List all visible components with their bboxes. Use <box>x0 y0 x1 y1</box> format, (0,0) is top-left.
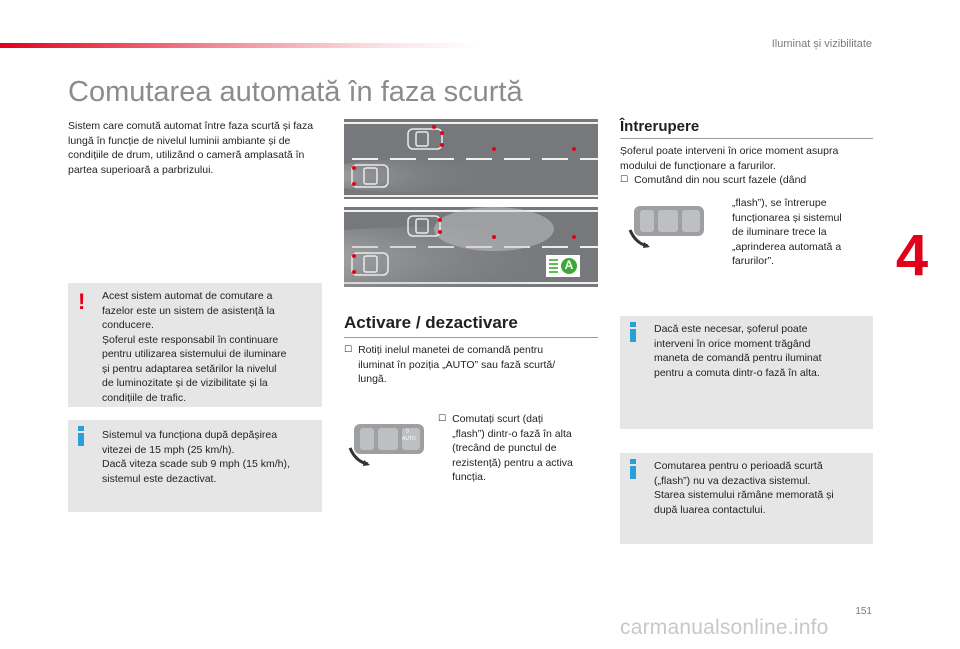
header-accent-bar <box>0 43 480 48</box>
info-line: Dacă viteza scade sub 9 mph (15 km/h), <box>102 458 290 470</box>
info-box-manual <box>620 316 873 429</box>
info-line: vitezei de 15 mph (25 km/h). <box>102 443 235 456</box>
road-illustration <box>344 119 598 287</box>
step-line: Comutând din nou scurt fazele (dând <box>634 174 807 186</box>
warning-line: conducere. <box>102 319 154 331</box>
activation-divider <box>344 337 598 338</box>
warning-line: pentru utilizarea sistemului de iluminare <box>102 348 287 360</box>
info-line: Sistemul va funcționa după depășirea <box>102 429 278 441</box>
step-line: funcționarea și sistemul <box>732 211 842 224</box>
activation-step-1 <box>344 343 602 387</box>
step-line: (trecând de punctul de <box>452 442 557 454</box>
info-line: Starea sistemului rămâne memorată și <box>654 489 834 501</box>
info-icon <box>630 322 636 342</box>
info-box-speed <box>68 420 322 512</box>
step-line: Comutați scurt (dați <box>452 413 544 425</box>
exclamation-icon: ! <box>78 289 86 314</box>
info-manual-text <box>654 322 869 380</box>
interruption-divider <box>620 138 873 139</box>
text-line: modului de funcționare a farurilor. <box>620 159 776 172</box>
checkbox-bullet-icon: ☐ <box>344 345 353 355</box>
chapter-number: 4 <box>895 223 929 288</box>
warning-line: condițiile de trafic. <box>102 391 187 404</box>
step-line: „flash”), se întrerupe <box>732 197 827 209</box>
warning-line: și pentru adaptarea setărilor la nivelul <box>102 362 277 375</box>
step-line: rezistență) pentru a activa <box>452 456 573 469</box>
info-flash-text <box>654 459 869 517</box>
warning-text <box>102 289 317 405</box>
stalk-auto-label: AUTO <box>402 436 416 442</box>
section-header: Iluminat și vizibilitate <box>771 38 872 50</box>
interruption-text <box>620 144 882 188</box>
watermark: carmanualsonline.info <box>620 616 829 639</box>
auto-headlamp-badge <box>546 255 580 277</box>
info-line: maneta de comandă pentru iluminat <box>654 352 822 364</box>
step-line: iluminat în poziția „AUTO” sau fază scurtă/ <box>358 358 556 371</box>
text-line: Șoferul poate interveni în orice moment asupra <box>620 145 839 157</box>
badge-letter: A <box>564 258 574 272</box>
activation-heading: Activare / dezactivare <box>344 313 518 332</box>
page-number: 151 <box>855 606 872 617</box>
light-stalk-illustration <box>344 418 428 466</box>
light-stalk-icon <box>344 418 428 466</box>
step-line: de iluminare trece la <box>732 226 827 238</box>
interruption-step-cont <box>732 196 872 269</box>
warning-line: de luminozitate și de vizibilitate și la <box>102 377 268 389</box>
info-speed-text <box>102 428 320 486</box>
step-line: funcția. <box>452 471 486 483</box>
warning-box <box>68 283 322 407</box>
info-line: interveni în orice moment trăgând <box>654 337 811 350</box>
info-line: pentru a comuta dintr-o fază în alta. <box>654 366 820 379</box>
warning-line: Șoferul este responsabil în continuare <box>102 333 279 346</box>
page-title: Comutarea automată în faza scurtă <box>68 76 523 108</box>
light-stalk-icon <box>624 200 708 248</box>
auto-headlamp-icon <box>546 255 580 277</box>
intro-paragraph: Sistem care comută automat între faza scurtă și faza lungă în funcție de nivelul luminii ambiante și de condițiile de drum, utilizând o cameră amplasată în partea superioară a parbrizului. <box>68 120 314 176</box>
info-line: sistemul este dezactivat. <box>102 472 217 485</box>
checkbox-bullet-icon: ☐ <box>438 414 447 424</box>
warning-line: Acest sistem automat de comutare a <box>102 290 273 302</box>
info-line: după luarea contactului. <box>654 503 766 516</box>
activation-step-2 <box>438 412 598 485</box>
step-line: „aprinderea automată a <box>732 240 842 253</box>
info-line: („flash”) nu va dezactiva sistemul. <box>654 474 811 487</box>
info-icon <box>630 459 636 479</box>
info-line: Dacă este necesar, șoferul poate <box>654 323 808 335</box>
info-icon <box>78 426 84 446</box>
stalk-zero-label: 0 <box>406 429 409 435</box>
step-line: farurilor”. <box>732 255 775 267</box>
light-stalk-illustration-2 <box>624 200 708 248</box>
info-line: Comutarea pentru o perioadă scurtă <box>654 460 823 472</box>
step-line: „flash”) dintr-o fază în alta <box>452 427 572 440</box>
warning-line: fazelor este un sistem de asistență la <box>102 304 275 317</box>
info-box-flash <box>620 453 873 544</box>
checkbox-bullet-icon: ☐ <box>620 175 629 185</box>
step-line: lungă. <box>358 373 387 385</box>
interruption-heading: Întrerupere <box>620 118 700 135</box>
step-line: Rotiți inelul manetei de comandă pentru <box>358 344 544 356</box>
